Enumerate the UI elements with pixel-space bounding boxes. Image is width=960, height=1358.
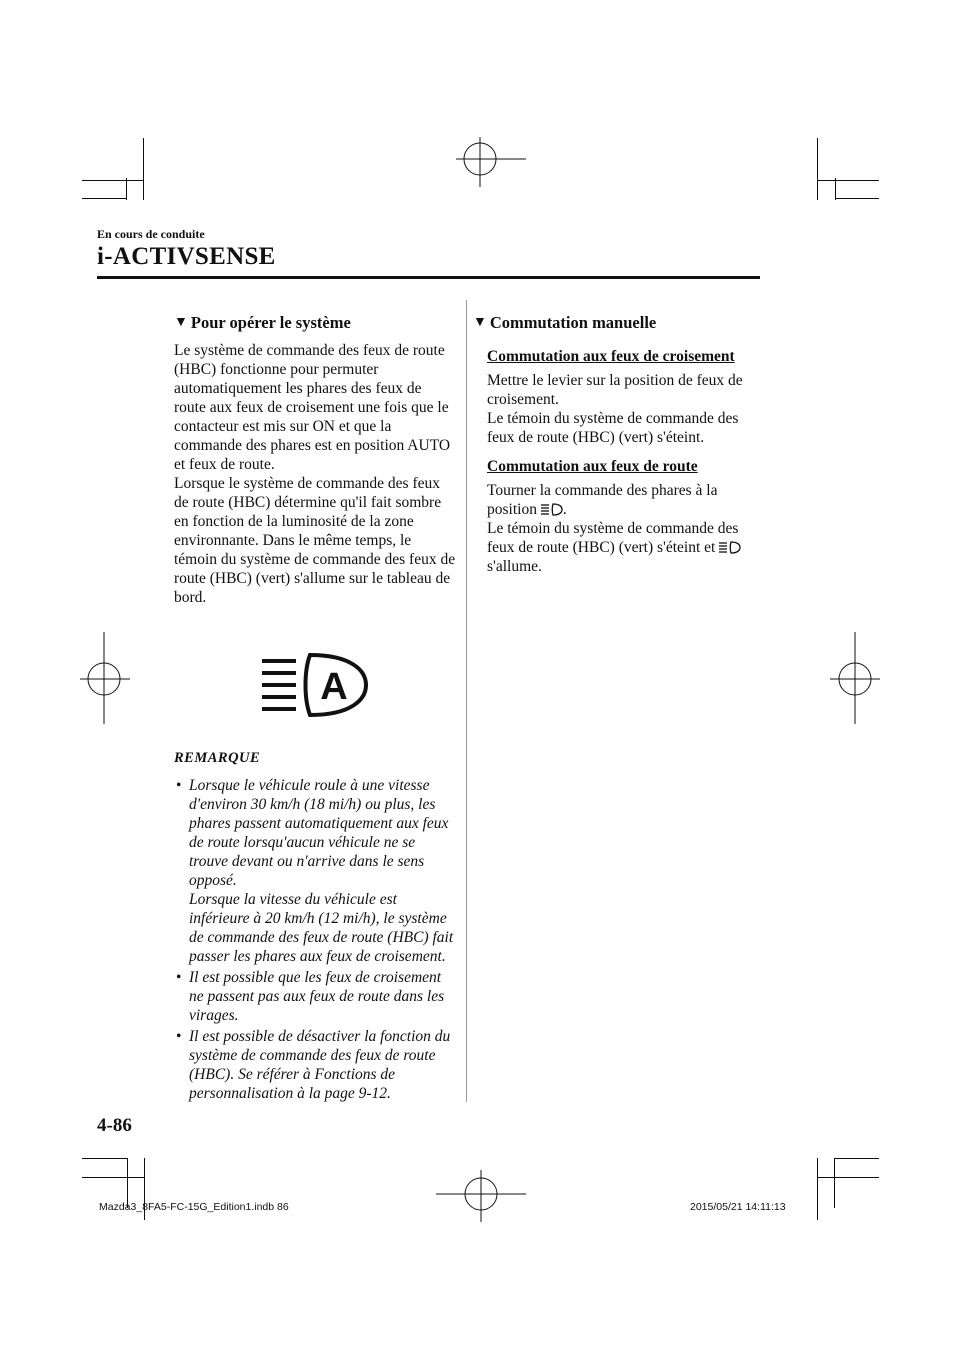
crop-mark xyxy=(82,1158,127,1159)
bullet-icon: • xyxy=(176,969,182,986)
note-box xyxy=(174,749,456,1103)
registration-mark-icon xyxy=(436,1170,526,1222)
indicator-figure xyxy=(260,649,370,721)
crop-mark xyxy=(82,1177,144,1178)
body-paragraph: Mettre le levier sur la position de feux de croisement. xyxy=(487,372,743,408)
triangle-bullet-icon: ▼ xyxy=(174,315,188,330)
print-timestamp: 2015/05/21 14:11:13 xyxy=(690,1201,786,1213)
crop-mark xyxy=(817,138,818,200)
header-rule xyxy=(97,276,760,279)
heading-text: Pour opérer le système xyxy=(190,313,351,332)
file-info: Mazda3_8FA5-FC-15G_Edition1.indb 86 xyxy=(99,1201,289,1213)
list-item xyxy=(174,1027,456,1103)
subheading: Commutation aux feux de route xyxy=(487,458,698,475)
crop-mark xyxy=(834,1158,879,1159)
section-label: En cours de conduite xyxy=(97,227,205,241)
section-heading xyxy=(473,313,757,332)
registration-mark-icon xyxy=(80,632,130,724)
high-beam-icon xyxy=(719,541,741,554)
crop-mark xyxy=(817,180,879,181)
registration-mark-icon xyxy=(830,632,880,724)
text-fragment: Tourner la commande des phares à la position xyxy=(487,482,718,518)
note-text: Lorsque le véhicule roule à une vitesse d'environ 30 km/h (18 mi/h) ou plus, les phares passent automatiquement aux feux de route lorsqu'aucun véhicule ne se trouve devant ou n'arrive dans le sens opposé. xyxy=(189,777,449,889)
crop-mark xyxy=(143,138,144,200)
bullet-icon: • xyxy=(176,1028,182,1045)
crop-mark xyxy=(835,178,836,200)
indicator-letter: A xyxy=(320,666,348,708)
body-paragraph: Le témoin du système de commande des feux de route (HBC) (vert) s'éteint. xyxy=(487,410,739,446)
crop-mark xyxy=(835,198,879,199)
list-item xyxy=(174,776,456,966)
page-title: i-ACTIVSENSE xyxy=(97,243,276,270)
body-paragraph xyxy=(487,481,757,519)
registration-mark-icon xyxy=(456,137,526,187)
text-fragment: . xyxy=(562,501,567,518)
auto-high-beam-indicator-icon xyxy=(260,649,370,721)
note-text: Il est possible que les feux de croisement ne passent pas aux feux de route dans les virages. xyxy=(189,969,445,1024)
note-list xyxy=(174,776,456,1103)
body-paragraph xyxy=(487,519,757,576)
list-item xyxy=(174,968,456,1025)
body-paragraph: Le système de commande des feux de route (HBC) fonctionne pour permuter automatiquement les phares des feux de route aux feux de croisement une fois que le contacteur est mis sur ON et que la commande des phares est en position AUTO et feux de route. xyxy=(174,342,451,473)
column-divider xyxy=(466,300,467,1102)
note-text: Lorsque la vitesse du véhicule est inférieure à 20 km/h (12 mi/h), le système de commande des feux de route (HBC) fait passer les phares aux feux de croisement. xyxy=(189,891,454,965)
text-fragment: s'allume. xyxy=(487,558,542,575)
note-text: Il est possible de désactiver la fonction du système de commande des feux de route (HBC). Se référer à Fonctions de personnalisation à la page 9-12. xyxy=(189,1028,451,1102)
crop-mark xyxy=(834,1158,835,1208)
crop-mark xyxy=(817,1177,879,1178)
section-heading xyxy=(174,313,456,332)
triangle-bullet-icon: ▼ xyxy=(473,315,487,330)
right-column xyxy=(473,313,757,576)
body-paragraph: Lorsque le système de commande des feux de route (HBC) détermine qu'il fait sombre en fonction de la luminosité de la zone environnante. Dans le même temps, le témoin du système de commande des feux de route (HBC) (vert) s'allume sur le tableau de bord. xyxy=(174,475,456,606)
bullet-icon: • xyxy=(176,777,182,794)
crop-mark xyxy=(82,180,144,181)
note-title: REMARQUE xyxy=(174,750,261,766)
left-column xyxy=(174,313,456,1105)
subheading: Commutation aux feux de croisement xyxy=(487,348,735,365)
high-beam-icon xyxy=(541,503,563,516)
crop-mark xyxy=(82,198,126,199)
text-fragment: Le témoin du système de commande des feux de route (HBC) (vert) s'éteint et xyxy=(487,520,739,556)
crop-mark xyxy=(126,178,127,200)
heading-text: Commutation manuelle xyxy=(489,313,657,332)
crop-mark xyxy=(817,1158,818,1220)
page-number: 4-86 xyxy=(97,1115,132,1136)
